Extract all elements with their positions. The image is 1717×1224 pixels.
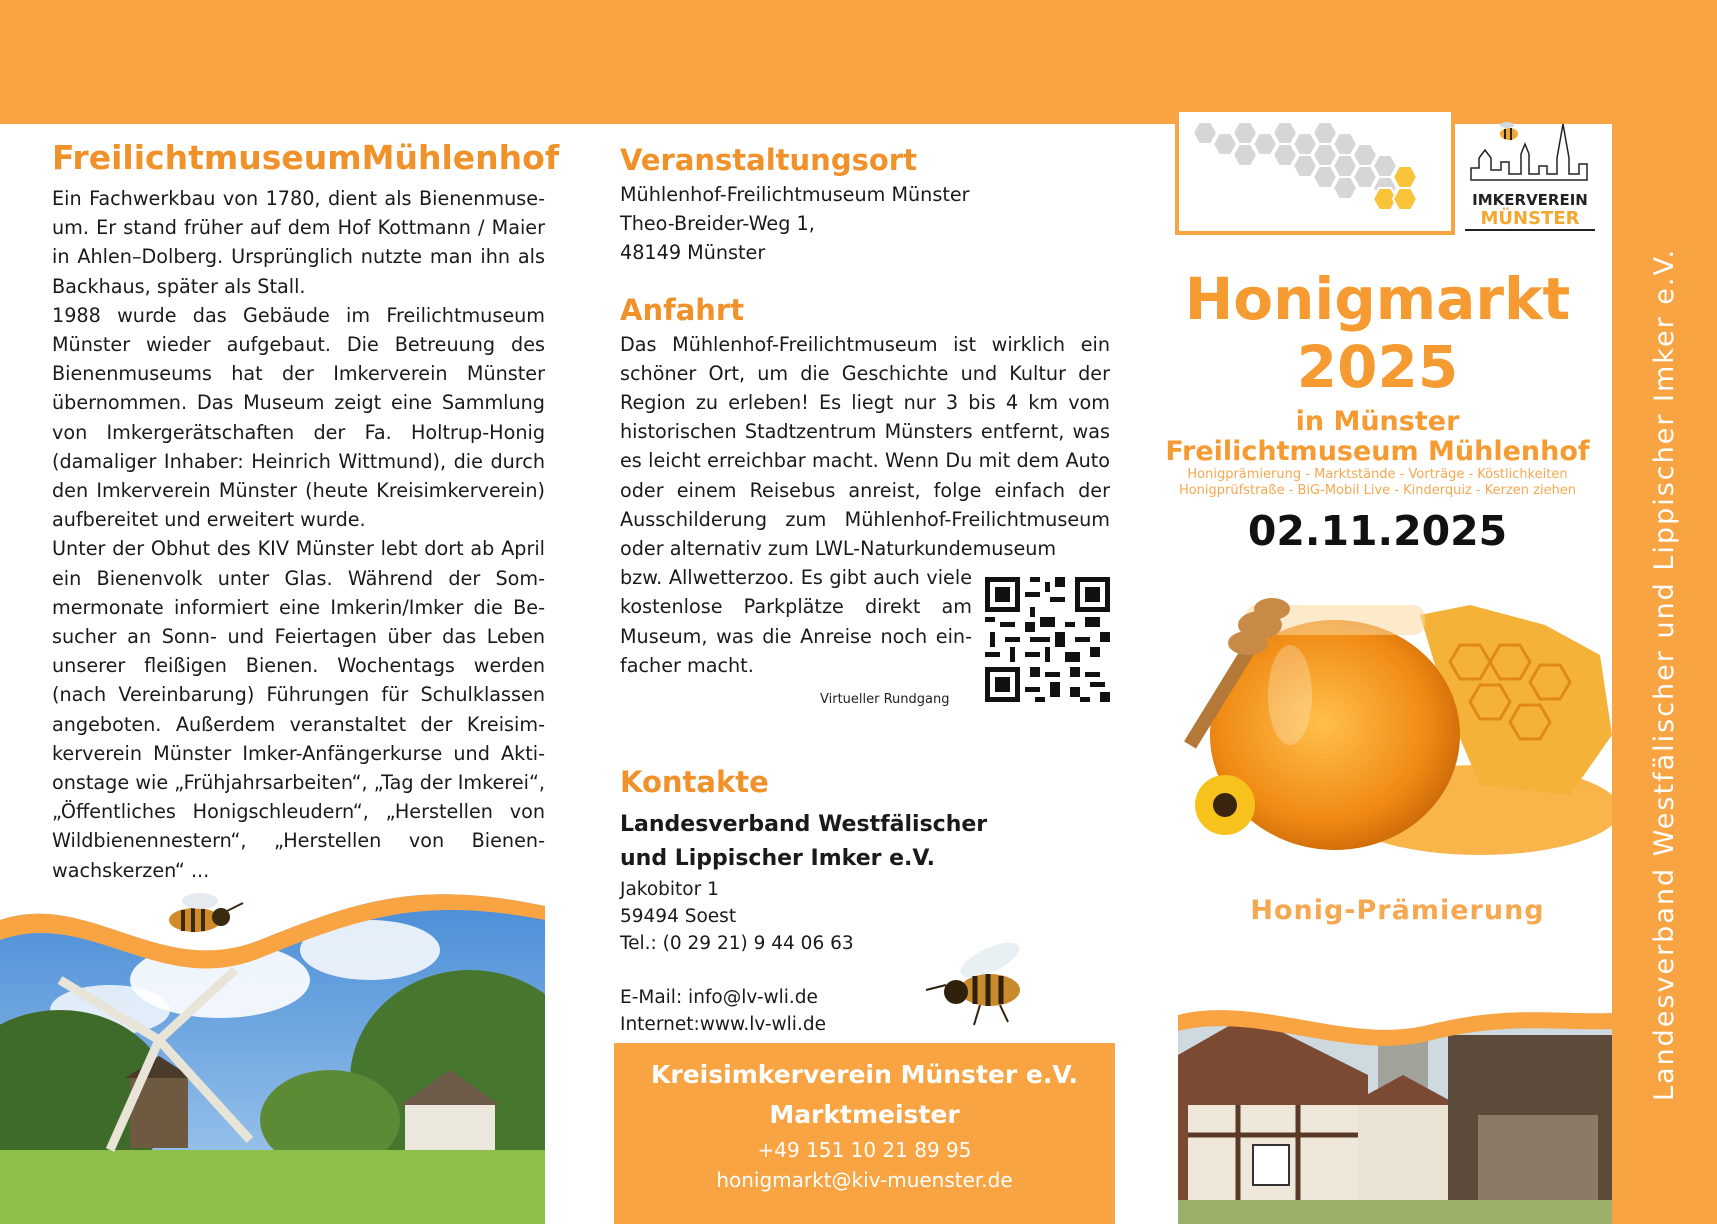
venue-line-1: Mühlenhof-Freilichtmuseum Münster [620,183,970,206]
museum-paragraph-1: Ein Fachwerkbau von 1780, dient als Bienenmuseum. Er stand früher auf dem Hof Kottmann / Maier in Ahlen–Dolberg. Ursprünglich nutzte man ihn als Backhaus, später als Stall. [52,187,545,298]
side-vertical-text: Landesverband Westfälischer und Lippischer Imker e.V. [1649,247,1680,1101]
cover-features-2: Honigprüfstraße - BiG-Mobil Live - Kinderquiz - Kerzen ziehen [1178,483,1577,498]
qr-code[interactable] [985,577,1110,702]
cover-year: 2025 [1296,333,1459,401]
market-master-box [614,1043,1115,1224]
contacts-heading: Kontakte [620,765,769,799]
skyline-bee-icon [1465,118,1595,188]
cover-title-block [1150,265,1605,559]
qr-caption: Virtueller Rundgang [820,692,950,707]
windmill-photo [0,860,560,1224]
directions-text: Das Mühlenhof-Freilichtmuseum ist wirklich ein schöner Ort, um die Geschichte und Kultur der Region zu erleben! Es liegt nur 3 bis 4 km vom historischen Stadtzentrum Münsters entfernt, was es leicht erreichbar macht. Wenn Du mit dem Auto oder einem Reisebus anreist, folge einfach der Ausschilderung zum Mühlenhof-Freilichtmuseum oder alternativ zum LWL-Naturkundemuseum [620,332,1110,561]
market-phone: +49 151 10 21 89 95 [757,1138,972,1162]
logo-line-2: MÜNSTER [1465,209,1595,231]
directions-heading: Anfahrt [620,292,745,327]
cover-title: Honigmarkt [1184,265,1571,333]
contacts-city: 59494 Soest [620,906,737,927]
cover-subtitle-2: Freilichtmuseum Mühlenhof [1165,436,1590,467]
honeycomb-graphic [1175,108,1455,235]
venue-line-2: Theo-Breider-Weg 1, [620,212,815,236]
museum-heading: Freilichtmuseum Mühlenhof [52,138,560,177]
contacts-org-line-1: Landesverband Westfälischer [620,812,988,837]
cover-subtitle-1: in Münster [1295,406,1460,437]
museum-paragraph-3: Unter der Obhut des KIV Münster lebt dort ab April ein Bienenvolk unter Glas. Während der Sommermonate informiert eine Imkerin/Imker die Besucher an Sonn- und Feiertagen über das Leben unserer fleißigen Bienen. Wochentags werden (nach Vereinbarung) Führungen für Schulklassen angeboten. Außerdem veranstaltet der Kreisimkerverein Münster Imker-Anfängerkurse und Aktionstage wie „Frühjahrsarbeiten“, „Tag der Imkerei“, „Öffentliches Honigschleudern“, „Herstellen von Wildbienennestern“, „Herstellen von Bienenwachskerzen“ ... [52,537,545,882]
museum-paragraph-2: 1988 wurde das Gebäude im Freilichtmuseum Münster wieder aufgebaut. Die Betreuung des Bienenmuseums hat der Imkerverein Münster übernommen. Das Museum zeigt eine Sammlung von Imkergerätschaften der Fa. Holtrup-Honig (damaliger Inhaber: Heinrich Wittmund), die durch den Imkerverein Münster (heute Kreisimkerverein) aufbereitet und erweitert wurde. [52,303,545,532]
museum-section [52,136,560,885]
bee-illustration [155,885,255,945]
bee-illustration-2 [920,930,1070,1030]
contacts-org-line-2: und Lippischer Imker e.V. [620,846,935,871]
venue-heading: Veranstaltungsort [620,143,917,177]
contacts-email[interactable]: E-Mail: info@lv-wli.de [620,987,818,1008]
cover-features-1: Honigprämierung - Marktstände - Vorträge - Köstlichkeiten [1187,467,1568,482]
venue-line-3: 48149 Münster [620,241,766,265]
farmhouse-photo [1178,995,1612,1224]
event-date: 02.11.2025 [1247,507,1508,555]
market-role: Marktmeister [769,1100,960,1129]
top-orange-band [0,0,1717,124]
directions-text-wrap: bzw. Allwetterzoo. Es gibt auch viele kostenlose Parkplätze direkt am Museum, was die Anreise noch einfacher macht. [620,566,972,677]
logo-line-1: IMKERVEREIN [1472,191,1588,209]
contacts-street: Jakobitor 1 [620,879,719,900]
honey-jar-photo [1150,585,1612,870]
contacts-website[interactable]: Internet:www.lv-wli.de [620,1014,826,1035]
imkerverein-logo [1465,118,1595,234]
award-label: Honig-Prämierung [1250,895,1545,926]
market-email[interactable]: honigmarkt@kiv-muenster.de [716,1168,1013,1192]
contacts-phone: Tel.: (0 29 21) 9 44 06 63 [620,933,854,954]
market-org: Kreisimkerverein Münster e.V. [651,1060,1078,1089]
